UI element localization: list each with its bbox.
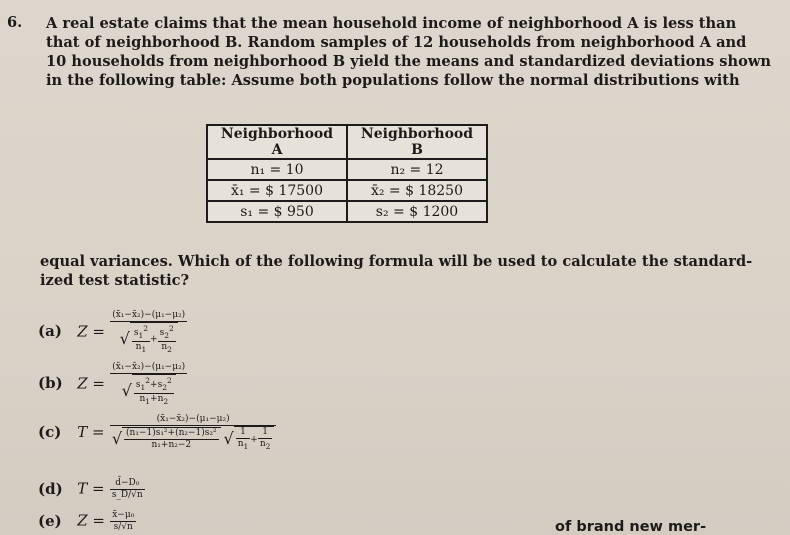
option-e[interactable] [38,510,136,533]
pooled-numerator: (n₁−1)s₁²+(n₂−1)s₂² [126,427,217,438]
formula-denominator: s_D/√n [111,490,143,500]
cutoff-next-question-text: of brand new mer- [555,519,707,535]
question-line: in the following table: Assume both populations follow the normal distributions with [46,72,740,89]
formula-d [110,478,145,501]
question-line: ized test statistic? [40,272,190,289]
formula-numerator: d̄−D₀ [110,478,145,490]
sqrt-sign-icon: √ [121,380,132,400]
option-label: (d) [38,479,63,498]
table-row [207,201,487,222]
table-header: Neighborhood B [347,125,487,159]
formula-denominator: √ $\frac{s_1^2+s_2^2}{n_1+n_2}$ [110,374,187,407]
table-cell: s₂ = $ 1200 [347,201,487,222]
table-cell: n₂ = 12 [347,159,487,180]
question-line: equal variances. Which of the following formula will be used to calculate the standard- [40,253,753,270]
formula-denominator: s/√n [113,522,133,532]
option-label: (e) [38,511,62,530]
formula-numerator: (x̄₁−x̄₂)−(μ₁−μ₂) [110,414,277,426]
option-lhs: Z = [77,322,105,341]
formula-e [110,510,136,533]
table-cell: x̄₂ = $ 18250 [347,180,487,201]
table-header-row [207,125,487,159]
formula-a [110,310,187,355]
formula-denominator: √ $\frac{s_1^2}{n_1}$ + $\frac{s_2^2}{n_2}$ [110,322,187,355]
option-lhs: T = [77,479,105,498]
sqrt-sign-icon: √ [223,429,234,449]
option-d[interactable] [38,478,145,501]
sqrt-sign-icon: √ [111,429,123,449]
formula-numerator: (x̄₁−x̄₂)−(μ₁−μ₂) [112,310,186,320]
formula-denominator: √ $\frac{\text{(n₁−1)s₁²+(n₂−1)s₂²}}{\text{n₁+n₂−2}}$ √ $\frac{1}{n_1}$ + $\frac{1}{n_2}$ [110,426,277,452]
question-number: 6. [7,14,23,31]
option-label: (c) [38,422,62,441]
question-text-bottom [40,252,760,290]
table-row [207,159,487,180]
data-table [206,124,488,223]
option-a[interactable] [38,310,187,355]
question-line: 10 households from neighborhood B yield the means and standardized deviations shown [46,53,772,70]
sqrt-sign-icon: √ [119,328,130,348]
formula-b [110,362,187,407]
option-label: (a) [38,322,62,341]
question-line: that of neighborhood B. Random samples of 12 households from neighborhood A and [46,34,747,51]
formula-c [110,414,277,452]
formula-numerator: (x̄₁−x̄₂)−(μ₁−μ₂) [112,362,186,372]
question-line: A real estate claims that the mean household income of neighborhood A is less than [46,15,737,32]
table-cell: n₁ = 10 [207,159,347,180]
pooled-denominator: n₁+n₂−2 [151,439,192,450]
option-label: (b) [38,374,63,393]
formula-numerator: x̄−μ₀ [112,510,135,520]
option-b[interactable] [38,362,187,407]
question-text-top [46,14,772,90]
option-lhs: Z = [77,511,105,530]
table-header: Neighborhood A [207,125,347,159]
option-lhs: Z = [77,374,105,393]
option-c[interactable] [38,414,276,452]
table-cell: s₁ = $ 950 [207,201,347,222]
option-lhs: T = [77,422,105,441]
table-row [207,180,487,201]
table-cell: x̄₁ = $ 17500 [207,180,347,201]
